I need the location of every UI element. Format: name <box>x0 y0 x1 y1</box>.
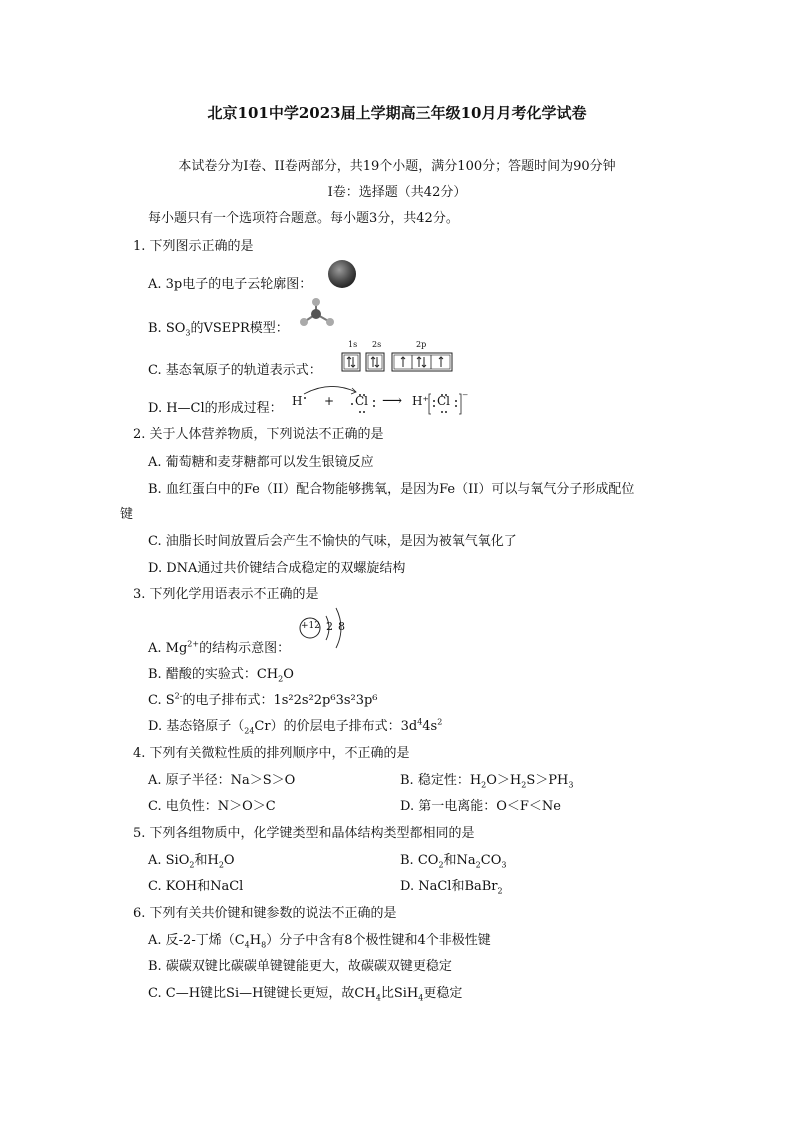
q2-stem: 2. 关于人体营养物质，下列说法不正确的是 <box>133 427 384 442</box>
q3-option-a: A. $Mg^{2+}$的结构示意图： <box>148 639 291 656</box>
shell-2-electrons: 8 <box>338 620 345 633</box>
q5-stem: 5. 下列各组物质中，化学键类型和晶体结构类型都相同的是 <box>133 826 475 841</box>
hcl-formation-diagram <box>290 382 480 416</box>
q1-option-a: A. 3p电子的电子云轮廓图： <box>148 277 313 292</box>
q6-stem: 6. 下列有关共价键和键参数的说法不正确的是 <box>133 906 397 921</box>
page-title: 北京101中学2023届上学期高三年级10月月考化学试卷 <box>207 104 587 122</box>
q1-option-d: D. H—Cl的形成过程： <box>148 401 283 416</box>
q6-option-a: A. 反-2-丁烯$(C_4H_8)$分子中含有8个极性键和4个非极性键 <box>148 933 491 950</box>
q2-option-c: C. 油脂长时间放置后会产生不愉快的气味，是因为被氧气氧化了 <box>148 534 517 549</box>
q2-option-b: B. 血红蛋白中的Fe（II）配合物能够携氧，是因为Fe（II）可以与氧气分子形成配位 <box>148 482 635 497</box>
eq-h-atom: H <box>292 394 303 408</box>
orbital-label-2p: 2p <box>416 340 427 349</box>
q3-option-b: B. 醋酸的实验式：$CH_2O$ <box>148 667 294 684</box>
nucleus-charge: +12 <box>301 621 320 631</box>
q2-option-a: A. 葡萄糖和麦芽糖都可以发生银镜反应 <box>148 455 374 470</box>
eq-cl-atom: Cl <box>355 394 369 408</box>
q5-option-c: C. KOH和NaCl <box>148 879 244 894</box>
q1-option-b: B. $SO_3$的VSEPR模型： <box>148 321 289 338</box>
eq-minus-charge: ⁻ <box>462 390 469 404</box>
eq-cl-ion: Cl <box>437 394 451 408</box>
q2-option-b-continued: 键 <box>120 507 134 522</box>
eq-h-ion: H⁺ <box>412 394 429 408</box>
q3-stem: 3. 下列化学用语表示不正确的是 <box>133 587 319 602</box>
q4-option-a: A. 原子半径：Na＞S＞O <box>148 773 296 788</box>
q5-option-a: A. SiO$_2$和$H_2O$ <box>148 853 235 870</box>
so3-vsepr-model-image <box>298 296 338 332</box>
q5-option-d: D. NaCl和BaBr$_2$ <box>400 879 503 896</box>
eq-arrow: ⟶ <box>382 393 403 409</box>
q6-option-c: C. C—H键比Si—H键键长更短，故$CH_4$比SiH$_4$更稳定 <box>148 986 463 1003</box>
section-heading: I卷：选择题（共42分） <box>327 185 467 200</box>
shell-1-electrons: 2 <box>326 620 333 633</box>
orbital-boxes <box>340 352 460 374</box>
q5-option-b: B. $CO_2$和$Na_2CO_3$ <box>400 853 507 870</box>
q4-stem: 4. 下列有关微粒性质的排列顺序中，不正确的是 <box>133 746 410 761</box>
orbital-label-1s: 1s <box>348 340 358 349</box>
q1-option-c: C. 基态氧原子的轨道表示式： <box>148 363 322 378</box>
q2-option-d: D. DNA通过共价键结合成稳定的双螺旋结构 <box>148 561 406 576</box>
q4-option-b: B. 稳定性：$H_2O>H_2S>PH_3$ <box>400 773 574 790</box>
exam-intro: 本试卷分为I卷、II卷两部分，共19个小题，满分100分；答题时间为90分钟 <box>178 159 616 174</box>
oxygen-orbital-diagram <box>340 340 460 374</box>
mg-ion-structure-diagram <box>296 602 356 652</box>
q3-option-c: C. $S^{2-}$的电子排布式：1s²2s²2p⁶3s²3p⁶ <box>148 691 378 708</box>
instructions: 每小题只有一个选项符合题意。每小题3分，共42分。 <box>148 211 459 226</box>
q6-option-b: B. 碳碳双键比碳碳单键键能更大，故碳碳双键更稳定 <box>148 959 452 974</box>
q1-stem: 1. 下列图示正确的是 <box>133 239 254 254</box>
q3-option-d: D. 基态铬原子$(_{24}Cr)$的价层电子排布式：$3d^44s^2$ <box>148 717 443 736</box>
orbital-label-2s: 2s <box>372 340 382 349</box>
eq-plus: + <box>324 394 335 408</box>
q4-option-c: C. 电负性：N＞O＞C <box>148 799 276 814</box>
p-orbital-cloud-image <box>326 258 358 290</box>
q4-option-d: D. 第一电离能：O＜F＜Ne <box>400 799 561 814</box>
